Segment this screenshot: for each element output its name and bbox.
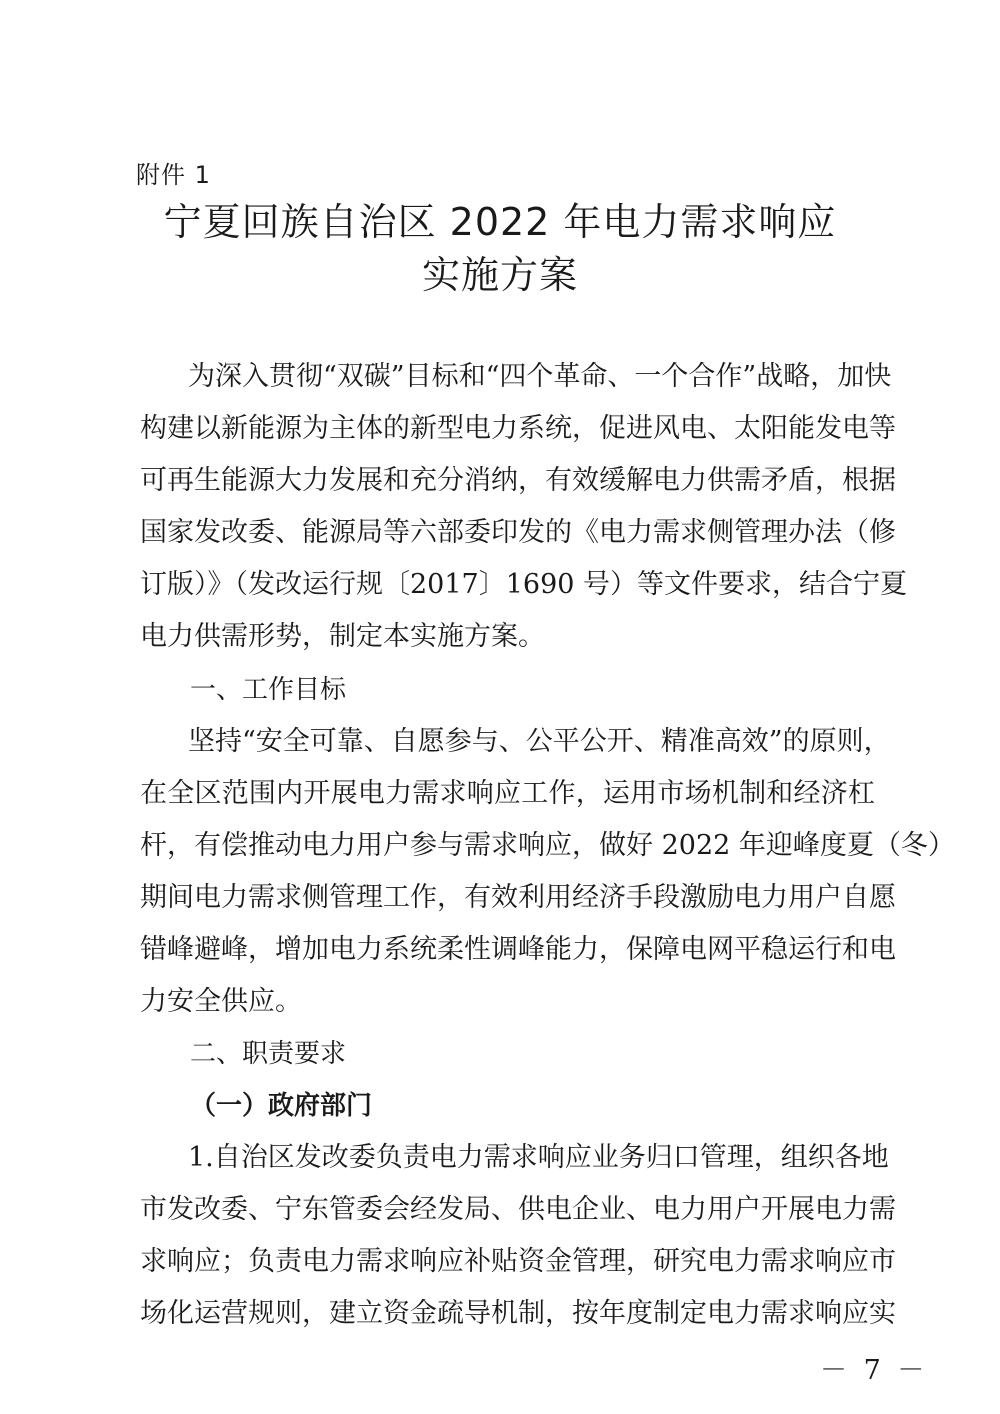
intro-line: 为深入贯彻“双碳”目标和“四个革命、一个合作”战略，加快 [188, 361, 892, 392]
intro-line: 构建以新能源为主体的新型电力系统，促进风电、太阳能发电等 [140, 413, 896, 444]
section-heading-work-goals: 一、工作目标 [190, 675, 347, 705]
section2-line: 求响应；负责电力需求响应补贴资金管理，研究电力需求响应市 [140, 1246, 896, 1277]
section1-line: 杆，有偿推动电力用户参与需求响应，做好 2022 年迎峰度夏（冬） [140, 830, 955, 861]
document-title-line-2: 实施方案 [421, 253, 578, 297]
intro-line: 电力供需形势，制定本实施方案。 [140, 621, 545, 652]
intro-line: 可再生能源大力发展和充分消纳，有效缓解电力供需矛盾，根据 [140, 465, 896, 496]
section1-line: 力安全供应。 [140, 986, 302, 1017]
section1-line: 坚持“安全可靠、自愿参与、公平公开、精准高效”的原则， [188, 726, 891, 757]
section1-line: 在全区范围内开展电力需求响应工作，运用市场机制和经济杠 [140, 778, 875, 809]
section2-line: 场化运营规则，建立资金疏导机制，按年度制定电力需求响应实 [140, 1298, 896, 1329]
section1-line: 期间电力需求侧管理工作，有效利用经济手段激励电力用户自愿 [140, 882, 896, 913]
intro-line: 订版）》（发改运行规〔2017〕1690 号）等文件要求，结合宁夏 [140, 569, 908, 600]
subsection-heading-government: （一）政府部门 [190, 1091, 373, 1121]
document-title-line-1: 宁夏回族自治区 2022 年电力需求响应 [163, 200, 837, 244]
section-heading-responsibilities: 二、职责要求 [190, 1039, 347, 1069]
section2-line: 市发改委、宁东管委会经发局、供电企业、电力用户开展电力需 [140, 1194, 896, 1225]
attachment-label: 附件 1 [136, 161, 211, 189]
section1-line: 错峰避峰，增加电力系统柔性调峰能力，保障电网平稳运行和电 [140, 934, 896, 965]
section2-line: 1.自治区发改委负责电力需求响应业务归口管理，组织各地 [188, 1142, 889, 1173]
intro-line: 国家发改委、能源局等六部委印发的《电力需求侧管理办法（修 [140, 517, 896, 548]
page-number: － 7 － [820, 1355, 929, 1386]
